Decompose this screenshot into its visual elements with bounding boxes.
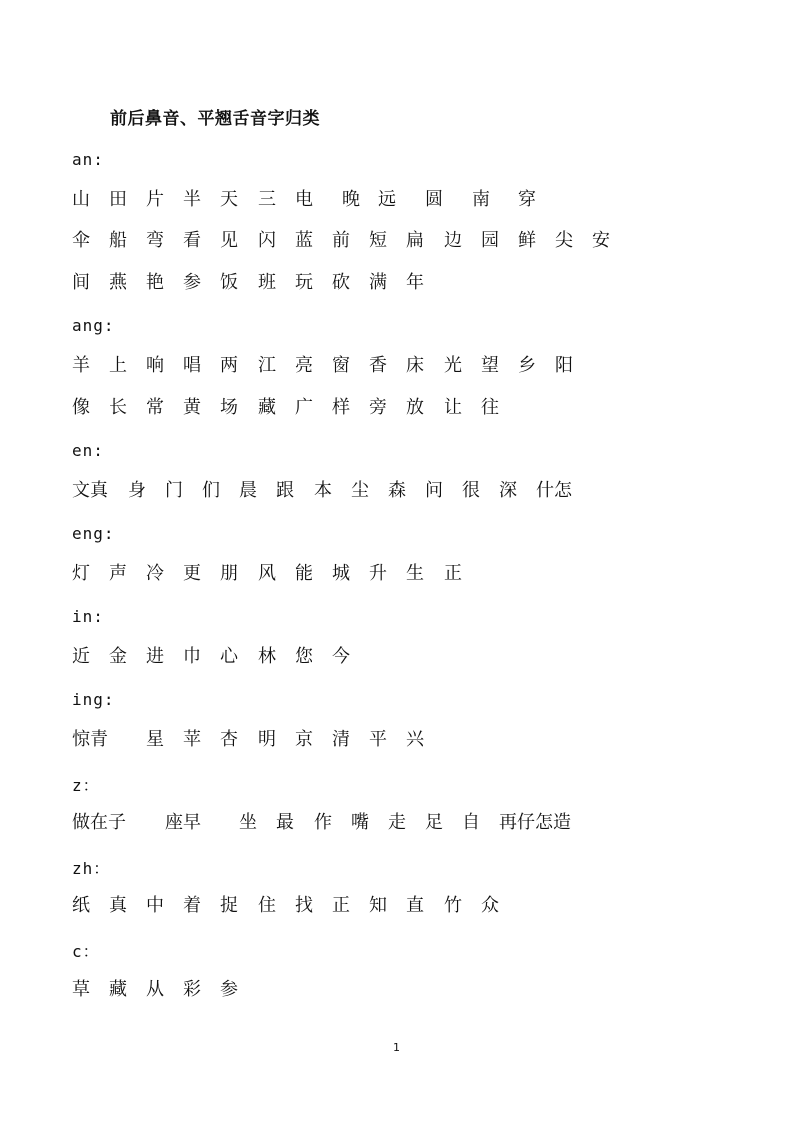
char-token: 平 <box>369 729 387 750</box>
char-token: 门 <box>165 480 183 501</box>
char-token: 苹 <box>183 729 201 750</box>
char-token: 心 <box>220 646 238 667</box>
char-token: 杏 <box>220 729 238 750</box>
char-token: 响 <box>146 355 164 376</box>
char-token: 伞 <box>72 230 90 251</box>
char-token: 文真 <box>72 480 108 501</box>
char-token: 让 <box>444 397 462 418</box>
char-token: 像 <box>72 397 90 418</box>
char-token: 场 <box>220 397 238 418</box>
char-token: 今 <box>332 646 350 667</box>
char-token: 自 <box>462 812 480 833</box>
char-token: 园 <box>481 230 499 251</box>
section-ang-label: ang: <box>72 316 115 335</box>
char-token: 片 <box>146 189 164 210</box>
char-token: 田 <box>109 189 127 210</box>
char-token: 常 <box>146 397 164 418</box>
char-token: 前 <box>332 230 350 251</box>
char-token: 纸 <box>72 895 90 916</box>
char-token: 作 <box>314 812 332 833</box>
char-token: 弯 <box>146 230 164 251</box>
char-token: 唱 <box>183 355 201 376</box>
char-token: 闪 <box>258 230 276 251</box>
char-token: 众 <box>481 895 499 916</box>
char-token: 羊 <box>72 355 90 376</box>
char-token: 藏 <box>258 397 276 418</box>
char-token: 清 <box>332 729 350 750</box>
char-token: 光 <box>444 355 462 376</box>
char-token: 放 <box>406 397 424 418</box>
char-token: 燕 <box>109 272 127 293</box>
char-token: 穿 <box>518 189 536 210</box>
char-token: 更 <box>183 563 201 584</box>
char-token: 星 <box>146 729 164 750</box>
char-token: 上 <box>109 355 127 376</box>
char-token: 边 <box>444 230 462 251</box>
char-token: 林 <box>258 646 276 667</box>
char-token: 竹 <box>444 895 462 916</box>
char-token: 三 <box>258 189 276 210</box>
char-token: 安 <box>592 230 610 251</box>
char-token: 本 <box>314 480 332 501</box>
char-token: 找 <box>295 895 313 916</box>
char-token: 尖 <box>555 230 573 251</box>
section-an-label: an: <box>72 150 104 169</box>
char-token: 艳 <box>146 272 164 293</box>
char-token: 很 <box>462 480 480 501</box>
char-token: 朋 <box>220 563 238 584</box>
char-token: 晨 <box>239 480 257 501</box>
section-in-label: in: <box>72 607 104 626</box>
char-token: 生 <box>406 563 424 584</box>
char-token: 惊青 <box>72 729 108 750</box>
char-token: 跟 <box>276 480 294 501</box>
section-zh-label: zh： <box>72 859 111 878</box>
char-token: 足 <box>425 812 443 833</box>
char-token: 亮 <box>295 355 313 376</box>
char-token: 扁 <box>406 230 424 251</box>
char-token: 森 <box>388 480 406 501</box>
char-token: 两 <box>220 355 238 376</box>
char-token: 阳 <box>555 355 573 376</box>
char-token: 间 <box>72 272 90 293</box>
char-token: 参 <box>220 979 238 1000</box>
char-token: 满 <box>369 272 387 293</box>
char-token: 近 <box>72 646 90 667</box>
char-token: 能 <box>295 563 313 584</box>
section-en-label: en: <box>72 441 104 460</box>
char-token: 班 <box>258 272 276 293</box>
char-token: 声 <box>109 563 127 584</box>
char-token: 问 <box>425 480 443 501</box>
section-c-label: c： <box>72 942 100 961</box>
char-token: 船 <box>109 230 127 251</box>
char-token: 玩 <box>295 272 313 293</box>
char-token: 金 <box>109 646 127 667</box>
char-token: 砍 <box>332 272 350 293</box>
section-eng-label: eng: <box>72 524 115 543</box>
char-token: 样 <box>332 397 350 418</box>
char-token: 香 <box>369 355 387 376</box>
char-token: 圆 <box>425 189 443 210</box>
section-z-label: z： <box>72 776 100 795</box>
char-token: 着 <box>183 895 201 916</box>
page-title: 前后鼻音、平翘舌音字归类 <box>110 109 320 129</box>
char-token: 远 <box>378 189 396 210</box>
char-token: 中 <box>146 895 164 916</box>
char-token: 长 <box>109 397 127 418</box>
char-token: 知 <box>369 895 387 916</box>
char-token: 冷 <box>146 563 164 584</box>
char-token: 天 <box>220 189 238 210</box>
page-number: 1 <box>393 1041 400 1054</box>
char-token: 望 <box>481 355 499 376</box>
char-token: 兴 <box>406 729 424 750</box>
char-token: 真 <box>109 895 127 916</box>
char-token: 什怎 <box>536 480 572 501</box>
char-token: 从 <box>146 979 164 1000</box>
char-token: 住 <box>258 895 276 916</box>
char-token: 风 <box>258 563 276 584</box>
char-token: 草 <box>72 979 90 1000</box>
char-token: 城 <box>332 563 350 584</box>
char-token: 直 <box>406 895 424 916</box>
char-token: 明 <box>258 729 276 750</box>
char-token: 鲜 <box>518 230 536 251</box>
char-token: 南 <box>472 189 490 210</box>
char-token: 窗 <box>332 355 350 376</box>
char-token: 身 <box>128 480 146 501</box>
char-token: 灯 <box>72 563 90 584</box>
char-token: 座早 <box>165 812 201 833</box>
char-token: 江 <box>258 355 276 376</box>
char-token: 往 <box>481 397 499 418</box>
char-token: 深 <box>499 480 517 501</box>
char-token: 做在子 <box>72 812 126 833</box>
char-token: 看 <box>183 230 201 251</box>
char-token: 广 <box>295 397 313 418</box>
char-token: 尘 <box>351 480 369 501</box>
char-token: 山 <box>72 189 90 210</box>
char-token: 饭 <box>220 272 238 293</box>
char-token: 最 <box>276 812 294 833</box>
char-token: 进 <box>146 646 164 667</box>
char-token: 升 <box>369 563 387 584</box>
char-token: 坐 <box>239 812 257 833</box>
char-token: 捉 <box>220 895 238 916</box>
char-token: 彩 <box>183 979 201 1000</box>
char-token: 正 <box>332 895 350 916</box>
char-token: 们 <box>202 480 220 501</box>
char-token: 京 <box>295 729 313 750</box>
char-token: 嘴 <box>351 812 369 833</box>
char-token: 正 <box>444 563 462 584</box>
char-token: 晚 <box>342 189 360 210</box>
char-token: 年 <box>406 272 424 293</box>
char-token: 乡 <box>518 355 536 376</box>
char-token: 您 <box>295 646 313 667</box>
char-token: 电 <box>295 189 313 210</box>
char-token: 再仔怎造 <box>499 812 571 833</box>
char-token: 蓝 <box>295 230 313 251</box>
char-token: 参 <box>183 272 201 293</box>
char-token: 巾 <box>183 646 201 667</box>
char-token: 黄 <box>183 397 201 418</box>
section-ing-label: ing: <box>72 690 115 709</box>
char-token: 见 <box>220 230 238 251</box>
char-token: 短 <box>369 230 387 251</box>
char-token: 走 <box>388 812 406 833</box>
char-token: 半 <box>183 189 201 210</box>
char-token: 藏 <box>109 979 127 1000</box>
char-token: 旁 <box>369 397 387 418</box>
char-token: 床 <box>406 355 424 376</box>
